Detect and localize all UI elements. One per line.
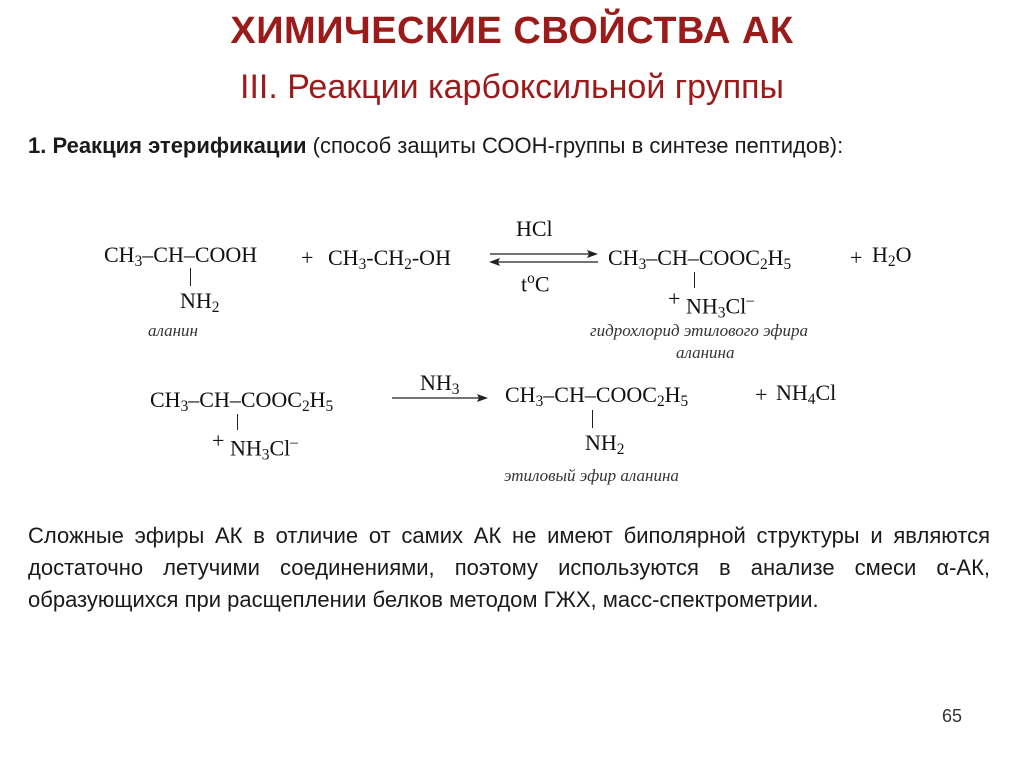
charge-plus: + [212,428,225,453]
conclusion-paragraph: Сложные эфиры АК в отличие от самих АК не имеют биполярной структуры и являются достаточно летучими соединениями, поэтому используются в анализе смеси α-АК, образующихся при расщеплении белков методом ГЖХ, масс-спектрометрии. [28,523,990,612]
alanine-caption: аланин [148,321,198,340]
bond-line [190,268,191,286]
page-number: 65 [941,706,962,726]
product-1-caption-line-2: аланина [676,343,735,362]
ammonium-chloride-formula: $NH_4Cl$ [776,380,837,408]
product-2-caption: этиловый эфир аланина [504,466,679,485]
product-1-ammonium-group: $NH_3Cl^-$ [686,292,754,322]
temperature-label: $t^oC$ [521,270,550,297]
product-1-formula: $CH_3-CH-COOC_2H_5$ [608,245,792,273]
product-1-caption: гидрохлорид этилового эфира [590,321,808,340]
bond-line [237,414,238,430]
plus-sign: + [850,245,863,270]
charge-plus: + [668,286,681,311]
plus-sign: + [755,382,768,407]
reagent-label: $NH_3$ [420,370,460,398]
catalyst-label: HCl [516,216,553,241]
alanine-amino-group: $NH_2$ [180,288,220,316]
alanine-formula: $CH_3-CH$–COOH [104,242,258,270]
slide-title: ХИМИЧЕСКИЕ СВОЙСТВА АК [230,10,794,52]
slide-subtitle: III. Реакции карбоксильной группы [240,68,784,106]
plus-sign: + [301,245,314,270]
reaction-arrow [390,392,490,404]
product-2-amino-group: $NH_2$ [585,430,625,458]
water-formula: $H_2O$ [872,242,912,270]
reactant-2-formula: $CH_3-CH-COOC_2H_5$ [150,387,334,415]
intro-text: (способ защиты СООН-группы в синтезе пептидов): [306,133,844,158]
bond-line [694,272,695,288]
ethanol-formula: $CH_3-CH_2-OH$ [328,245,451,273]
reactant-2-ammonium-group: $NH_3Cl^-$ [230,434,298,464]
intro-bold: 1. Реакция этерификации [28,133,307,158]
equilibrium-arrow [488,248,600,268]
bond-line [592,410,593,428]
intro-paragraph [28,130,990,162]
product-2-formula: $CH_3-CH-COOC_2H_5$ [505,382,689,410]
